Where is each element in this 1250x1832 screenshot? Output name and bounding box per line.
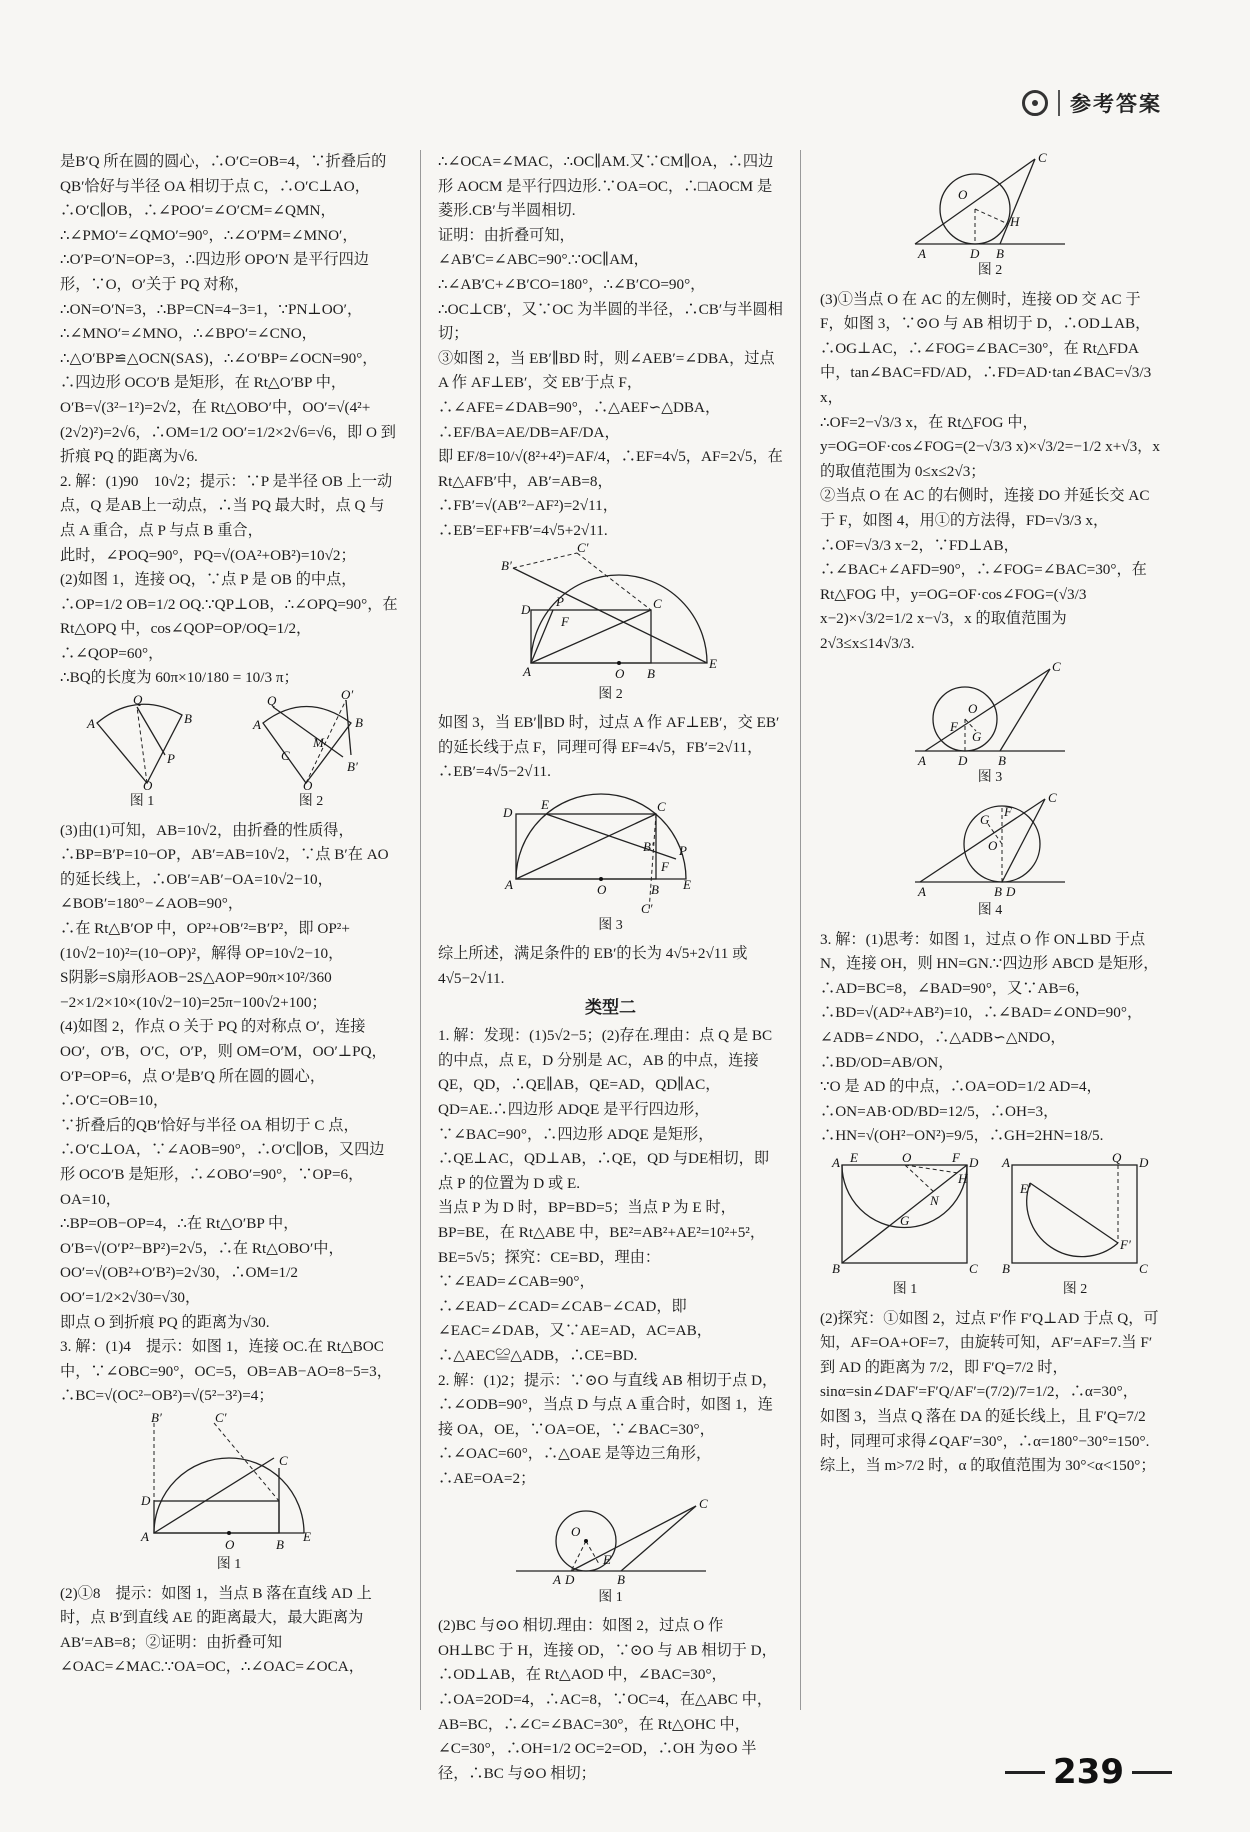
- paragraph: ∵折叠后的QB′恰好与半径 OA 相切于 C 点，∴O′C⊥OA，∵∠AOB=90°，∴O′C∥OB，又四边形 OCO′B 是矩形，∴∠OBO′=90°，∵OP=6，OA=10，: [60, 1116, 385, 1208]
- paragraph: 2. 解：(1)2；提示：∵⊙O 与直线 AB 相切于点 D，∴∠ODB=90°，当点 D 与点 A 重合时，如图 1，连接 OA，OE，∵OA=OE，∵∠BAC=30°，∴∠OAC=60°，∴△OAE 是等边三角形，∴AE=OA=2；: [438, 1371, 778, 1487]
- circle-tangent-diagram: [910, 790, 1070, 900]
- svg-text:B: B: [650, 881, 659, 897]
- svg-text:A: A: [918, 752, 926, 768]
- svg-text:G: G: [980, 812, 990, 828]
- svg-text:C: C: [279, 1452, 288, 1468]
- svg-text:E: E: [303, 1528, 311, 1544]
- svg-text:A: A: [87, 716, 95, 732]
- paragraph: (4)如图 2，作点 O 关于 PQ 的对称点 O′，连接 OO′，O′B，O′C，O′P，则 OM=O′M，OO′⊥PQ，O′P=OP=6，点 O′是B′Q 所在圆的圆心，∴O′C=OB=10，: [60, 1018, 387, 1110]
- svg-text:O: O: [303, 778, 313, 794]
- svg-text:C: C: [698, 1495, 708, 1511]
- svg-text:C: C: [1048, 790, 1057, 806]
- svg-text:A: A: [141, 1528, 149, 1544]
- circle-tangent-diagram: [511, 1496, 711, 1586]
- footer-rule: [1005, 1771, 1045, 1774]
- figure-caption: 图 2: [977, 263, 1003, 278]
- figure-sector-1: [87, 692, 197, 815]
- svg-text:H: H: [1010, 214, 1020, 229]
- svg-text:B: B: [994, 884, 1002, 900]
- svg-text:B: B: [998, 752, 1006, 768]
- svg-text:D: D: [958, 752, 968, 768]
- paragraph: (3)①当点 O 在 AC 的左侧时，连接 OD 交 AC 于 F，如图 3，∵⊙O 与 AB 相切于 D，∴OD⊥AB，∴OG⊥AC，∴∠FOG=∠BAC=30°，在 Rt△FDA 中，tan∠BAC=FD/AD，∴FD=AD·tan∠BAC=√3/3 x，: [820, 290, 1152, 406]
- svg-text:C: C: [1139, 1261, 1148, 1277]
- page-footer: [1005, 1752, 1172, 1792]
- brand-logo-icon: [1022, 90, 1048, 116]
- svg-text:E: E: [602, 1551, 611, 1567]
- svg-text:A: A: [504, 876, 513, 892]
- svg-text:D: D: [1006, 884, 1016, 900]
- paragraph: 是B′Q 所在圆的圆心，∴O′C=OB=4，∵折叠后的QB′恰好与半径 OA 相切于点 C，∴O′C⊥AO，∴O′C∥OB，∴∠POO′=∠O′CM=∠QMN，: [60, 153, 387, 220]
- column-1: [60, 150, 398, 1680]
- svg-text:O: O: [143, 778, 153, 794]
- paragraph: 1. 解：发现：(1)5√2−5；(2)存在.理由：点 Q 是 BC 的中点，点 E，D 分别是 AC，AB 的中点，连接 QE，QD，∴QE∥AB，QE=AD，QD∥AC，QD=AE.∴四边形 ADQE 是平行四边形，∵∠BAC=90°，∴四边形 ADQE 是矩形，∴QE⊥AC，QD⊥AB，∴QE，QD 与DE相切，即点 P 的位置为 D 或 E.: [438, 1027, 773, 1192]
- figure-semicircle-rectangle: [60, 1409, 398, 1578]
- svg-text:E: E: [540, 796, 549, 812]
- paragraph: ②当点 O 在 AC 的右侧时，连接 DO 并延长交 AC 于 F，如图 4，用①的方法得，FD=√3/3 x，∴OF=√3/3 x−2，∵FD⊥AB，∴∠BAC+∠AFD=90°，∴∠FOG=∠BAC=30°，在 Rt△FOG 中，y=OG=OF·cos∠FOG=(√3/3 x−2)×√3/2=1/2 x−√3，x 的取值范围为 2√3≤x≤14√3/3.: [820, 487, 1150, 652]
- svg-text:E′: E′: [1020, 1181, 1031, 1197]
- column-divider: [420, 150, 421, 1710]
- figure-fold-2: [438, 539, 783, 708]
- svg-text:P: P: [678, 842, 687, 858]
- figure-caption: 图 2: [298, 794, 324, 810]
- page-number: 239: [1053, 1752, 1124, 1792]
- header-divider: [1058, 90, 1060, 116]
- svg-text:A: A: [918, 884, 926, 900]
- svg-text:B: B: [616, 1571, 625, 1587]
- figure-caption: 图 1: [129, 794, 155, 810]
- svg-text:B: B: [996, 246, 1004, 261]
- svg-text:E: E: [682, 876, 691, 892]
- paragraph: ∴BP=OB−OP=4，∴在 Rt△O′BP 中，O′B=√(O′P²−BP²)=2√5，∴在 Rt△OBO′中，OO′=√(OB²+O′B²)=2√30，∴OM=1/2 OO′=1/2×2√30=√30，: [60, 1215, 344, 1306]
- svg-text:B: B: [184, 711, 192, 727]
- svg-text:O: O: [968, 700, 978, 716]
- svg-text:O: O: [958, 187, 968, 202]
- svg-text:C: C: [1052, 658, 1061, 674]
- paragraph: 此时，∠POQ=90°，PQ=√(OA²+OB²)=10√2；: [60, 546, 356, 564]
- svg-text:B: B: [355, 715, 363, 731]
- svg-text:F′: F′: [1120, 1237, 1131, 1253]
- paragraph: 综上所述，满足条件的 EB′的长为 4√5+2√11 或 4√5−2√11.: [438, 945, 748, 988]
- figure-fold-3: [438, 789, 783, 939]
- svg-text:O′: O′: [341, 687, 354, 703]
- sector-diagram: [87, 692, 197, 794]
- svg-text:E: E: [708, 655, 717, 671]
- svg-text:D: D: [520, 601, 530, 617]
- svg-text:O: O: [596, 881, 606, 897]
- svg-text:F: F: [1004, 804, 1012, 820]
- svg-text:C′: C′: [215, 1409, 227, 1425]
- svg-text:O: O: [902, 1150, 912, 1166]
- svg-text:D: D: [502, 804, 512, 820]
- figure-rectangle-1: [830, 1150, 980, 1303]
- svg-text:O: O: [614, 665, 624, 681]
- paragraph: (2)BC 与⊙O 相切.理由：如图 2，过点 O 作 OH⊥BC 于 H，连接 OD，∵⊙O 与 AB 相切于 D，∴OD⊥AB，在 Rt△AOD 中，∠BAC=30°，∴OA=2OD=4，∴AC=8，∵OC=4，在△ABC 中，AB=BC，∴∠C=∠BAC=30°，在 Rt△OHC 中，∠C=30°，∴OH=1/2 OC=2=OD，∴OH 为⊙O 半径，∴BC 与⊙O 相切；: [438, 1617, 777, 1782]
- svg-text:A: A: [1002, 1155, 1010, 1171]
- paragraph: ∴四边形 OCO′B 是矩形，在 Rt△O′BP 中，O′B=√(3²−1²)=2√2，在 Rt△OBO′中，OO′=√(4²+(2√2)²)=2√6，∴OM=1/2 OO′=1/2×2√6=√6，即 O 到折痕 PQ 的距离为√6.: [60, 374, 396, 466]
- semicircle-diagram: [139, 1409, 319, 1553]
- page-header: [1022, 88, 1162, 118]
- paragraph: 即点 O 到折痕 PQ 的距离为√30.: [60, 1313, 270, 1331]
- svg-text:D: D: [970, 246, 980, 261]
- svg-text:O: O: [225, 1536, 235, 1552]
- svg-text:P: P: [555, 593, 564, 609]
- svg-text:M: M: [313, 735, 324, 751]
- svg-text:Q: Q: [1112, 1150, 1122, 1166]
- svg-text:C: C: [281, 748, 290, 764]
- svg-text:C: C: [969, 1261, 978, 1277]
- svg-text:O: O: [570, 1523, 580, 1539]
- paragraph: 3. 解：(1)思考：如图 1，过点 O 作 ON⊥BD 于点 N，连接 OH，则 HN=GN.∵四边形 ABCD 是矩形，∴AD=BC=8，∠BAD=90°，又∵AB=6，∴BD=√(AD²+AB²)=10，∴∠BAD=∠OND=90°，∠ADB=∠NDO，∴△ADB∽△NDO，∴BD/OD=AB/ON，: [820, 930, 1159, 1071]
- circle-tangent-diagram: [910, 150, 1070, 261]
- figure-rectangle-2: [1000, 1150, 1150, 1303]
- svg-text:B: B: [832, 1261, 840, 1277]
- svg-text:B: B: [646, 665, 655, 681]
- paragraph: (3)由(1)可知，AB=10√2，由折叠的性质得，∴BP=B′P=10−OP，AB′=AB=10√2，∵点 B′在 AO 的延长线上，∴OB′=AB′−OA=10√2−10，∠BOB′=180°−∠AOB=90°，: [60, 821, 389, 913]
- svg-text:C: C: [656, 798, 666, 814]
- svg-text:B′: B′: [500, 557, 512, 573]
- paragraph: 证明：由折叠可知，∠AB′C=∠ABC=90°.∵OC∥AM，∴∠AB′C+∠B′CO=180°，∴∠B′CO=90°，∴OC⊥CB′，又∵OC 为半圆的半径，∴CB′与半圆相切；: [438, 226, 783, 343]
- svg-text:D: D: [564, 1571, 574, 1587]
- svg-text:N: N: [930, 1193, 939, 1209]
- paragraph: ∴在 Rt△B′OP 中，OP²+OB′²=B′P²，即 OP²+(10√2−10)²=(10−OP)²，解得 OP=10√2−10，: [60, 920, 350, 962]
- svg-text:A: A: [522, 663, 531, 679]
- figure-caption: 图 1: [216, 1556, 242, 1572]
- svg-text:B: B: [276, 1536, 284, 1552]
- paragraph: (2)如图 1，连接 OQ，∵点 P 是 OB 的中点，∴OP=1/2 OB=1/2 OQ.∵QP⊥OB，∴∠OPQ=90°，在 Rt△OPQ 中，cos∠QOP=OP/OQ=1/2，∴∠QOP=60°，: [60, 571, 398, 662]
- paragraph: (2)探究：①如图 2，过点 F′作 F′Q⊥AD 于点 Q，可知，AF=OA+OF=7，由旋转可知，AF′=AF=7.当 F′到 AD 的距离为 7/2，即 F′Q=7/2 时，sinα=sin∠DAF′=F′Q/AF′=(7/2)/7=1/2，∴α=30°，: [820, 1309, 1159, 1401]
- figure-tangent-circle-1: [438, 1496, 783, 1611]
- section-title: 类型二: [585, 997, 636, 1018]
- paragraph: ∴OF=2−√3/3 x，在 Rt△FOG 中，y=OG=OF·cos∠FOG=(2−√3/3 x)×√3/2=−1/2 x+√3，x 的取值范围为 0≤x≤2√3；: [820, 413, 1160, 480]
- paragraph: ∴∠PMO′=∠QMO′=90°，∴∠O′PM=∠MNO′，∴O′P=O′N=OP=3，∴四边形 OPO′N 是平行四边形，∵O，O′关于 PQ 对称，: [60, 226, 369, 293]
- paragraph: 即 EF/8=10/√(8²+4²)=AF/4，∴EF=4√5，AF=2√5，在 Rt△AFB′中，AB′=AB=8，∴FB′=√(AB′²−AF²)=2√11，∴EB′=EF+FB′=4√5+2√11.: [438, 448, 783, 539]
- figure-tangent-circle-2: [820, 150, 1160, 284]
- svg-text:F: F: [952, 1150, 960, 1166]
- figure-tangent-circle-4: [820, 790, 1160, 924]
- svg-text:G: G: [972, 728, 982, 744]
- paragraph: (2)①8 提示：如图 1，当点 B 落在直线 AD 上时，点 B′到直线 AE 的距离最大，最大距离为 AB′=AB=8；②证明：由折叠可知∠OAC=∠MAC.∵OA=OC，∴∠OAC=∠OCA，: [60, 1584, 372, 1676]
- svg-text:P: P: [167, 751, 175, 767]
- svg-text:D: D: [1139, 1155, 1149, 1171]
- column-2: [438, 150, 783, 1786]
- svg-text:B′: B′: [151, 1409, 162, 1425]
- svg-text:A: A: [253, 717, 261, 733]
- svg-text:Q: Q: [133, 692, 143, 708]
- fold-diagram: [501, 789, 721, 914]
- svg-text:B′: B′: [642, 838, 654, 854]
- figure-caption: 图 1: [598, 1589, 623, 1605]
- paragraph: 如图 3，当点 Q 落在 DA 的延长线上，且 F′Q=7/2 时，同理可求得∠QAF′=30°，∴α=180°−30°=150°.综上，当 m>7/2 时，α 的取值范围为 30°<α<150°；: [820, 1408, 1156, 1475]
- paragraph: ∴BQ的长度为 60π×10/180 = 10/3 π；: [60, 669, 299, 687]
- svg-text:O: O: [988, 838, 998, 854]
- rectangle-semicircle-diagram: [1000, 1150, 1150, 1278]
- paragraph: 3. 解：(1)4 提示：如图 1，连接 OC.在 Rt△BOC 中，∵∠OBC=90°，OC=5，OB=AB−AO=8−5=3，∴BC=√(OC²−OB²)=√(5²−3²)=4；: [60, 1338, 392, 1405]
- paragraph: 如图 3，当 EB′∥BD 时，过点 A 作 AF⊥EB′，交 EB′的延长线于点 F，同理可得 EF=4√5，FB′=2√11，∴EB′=4√5−2√11.: [438, 714, 780, 781]
- sector-diagram: [251, 687, 371, 794]
- figure-caption: 图 2: [1062, 1282, 1088, 1298]
- figure-caption: 图 4: [977, 903, 1003, 919]
- circle-tangent-diagram: [910, 658, 1070, 768]
- figure-caption: 图 3: [598, 917, 623, 933]
- figure-caption: 图 1: [892, 1282, 918, 1298]
- figure-tangent-circle-3: [820, 658, 1160, 791]
- svg-text:D: D: [141, 1492, 151, 1508]
- paragraph: ∵O 是 AD 的中点，∴OA=OD=1/2 AD=4，∴ON=AB·OD/BD=12/5，∴OH=3，∴HN=√(OH²−ON²)=9/5，∴GH=2HN=18/5.: [820, 1078, 1104, 1145]
- svg-text:C: C: [652, 595, 662, 611]
- svg-text:G: G: [900, 1213, 910, 1229]
- figure-caption: 图 2: [598, 686, 623, 702]
- svg-text:C′: C′: [576, 539, 589, 555]
- svg-text:A: A: [552, 1571, 561, 1587]
- figure-sector-2: [251, 687, 371, 815]
- paragraph: S阴影=S扇形AOB−2S△AOP=90π×10²/360 −2×1/2×10×(10√2−10)=25π−100√2+100；: [60, 969, 332, 1011]
- svg-text:F: F: [660, 858, 669, 874]
- rectangle-semicircle-diagram: [830, 1150, 980, 1278]
- svg-text:E: E: [850, 1150, 858, 1166]
- column-divider: [800, 150, 801, 1710]
- paragraph: ∴ON=O′N=3，∴BP=CN=4−3=1，∵PN⊥OO′，∴∠MNO′=∠MNO，∴∠BPO′=∠CNO，∴△O′BP≌△OCN(SAS)，∴∠O′BP=∠OCN=90°，: [60, 300, 378, 367]
- figure-row: [60, 687, 398, 819]
- svg-text:C: C: [1038, 150, 1047, 165]
- paragraph: ③如图 2，当 EB′∥BD 时，则∠AEB′=∠DBA，过点 A 作 AF⊥EB′，交 EB′于点 F，∴∠AFE=∠DAB=90°，∴△AEF∽△DBA，∴EF/BA=AE/DB=AF/DA，: [438, 349, 775, 441]
- svg-text:F: F: [560, 613, 569, 629]
- svg-text:B: B: [1002, 1261, 1010, 1277]
- svg-text:Q: Q: [267, 693, 277, 709]
- fold-diagram: [500, 539, 721, 683]
- paragraph: 当点 P 为 D 时，BP=BD=5；当点 P 为 E 时，BP=BE，在 Rt△ABE 中，BE²=AB²+AE²=10²+5²，BE=5√5；探究：CE=BD，理由：∵∠EAD=∠CAB=90°，∴∠EAD−∠CAD=∠CAB−∠CAD，即∠EAC=∠DAB，又∵AE=AD，AC=AB，∴△AEC≌△ADB，∴CE=BD.: [438, 1199, 766, 1364]
- paragraph: ∴∠OCA=∠MAC，∴OC∥AM.又∵CM∥OA，∴四边形 AOCM 是平行四边形.∵OA=OC，∴□AOCM 是菱形.CB′与半圆相切.: [438, 153, 774, 220]
- figure-caption: 图 3: [977, 769, 1003, 785]
- svg-text:H: H: [958, 1171, 968, 1187]
- svg-text:A: A: [832, 1155, 840, 1171]
- svg-text:D: D: [969, 1155, 979, 1171]
- column-3: [820, 150, 1160, 1479]
- paragraph: 2. 解：(1)90 10√2；提示：∵P 是半径 OB 上一动点，Q 是AB上一动点，∴当 PQ 最大时，点 Q 与点 A 重合，点 P 与点 B 重合，: [60, 472, 393, 539]
- svg-text:F: F: [950, 718, 958, 734]
- figure-row: [820, 1149, 1160, 1307]
- svg-text:B′: B′: [347, 759, 358, 775]
- svg-text:A: A: [918, 246, 926, 261]
- header-title: 参考答案: [1070, 92, 1162, 116]
- footer-rule: [1132, 1771, 1172, 1774]
- svg-text:C′: C′: [640, 900, 653, 916]
